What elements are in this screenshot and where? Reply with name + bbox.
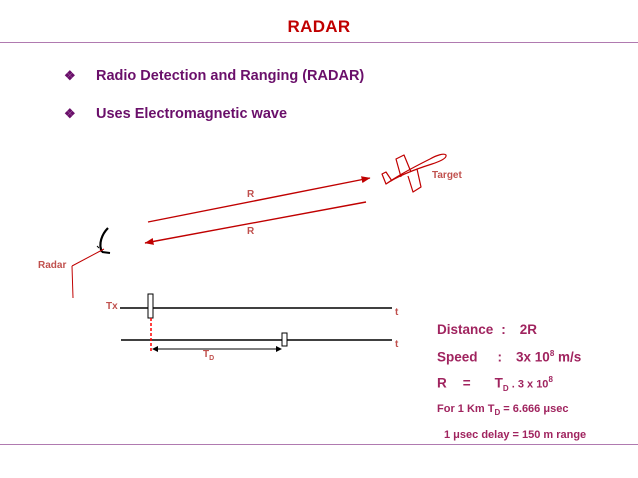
range-label-upper: R xyxy=(247,189,255,200)
radar-leader-line xyxy=(72,249,104,266)
delay-range-note: 1 μsec delay = 150 m range xyxy=(444,429,587,441)
distance-formula: Distance : 2R xyxy=(437,322,538,337)
transmitted-wave-arrow xyxy=(148,178,370,222)
delay-arrowhead xyxy=(152,346,158,352)
echo-pulse xyxy=(282,333,287,346)
tx-label: Tx xyxy=(106,301,118,312)
time-label: t xyxy=(395,339,399,350)
target-label: Target xyxy=(432,170,462,181)
time-label: t xyxy=(395,307,399,318)
radar-leader-line xyxy=(72,266,73,298)
slide-title: RADAR xyxy=(287,17,351,36)
bullet-text: Radio Detection and Ranging (RADAR) xyxy=(96,68,365,84)
one-km-delay-formula: For 1 Km $T_D = 6.666$ μsec xyxy=(437,403,569,418)
delay-arrowhead xyxy=(276,346,282,352)
bullet-diamond-icon: ❖ xyxy=(64,106,76,121)
delay-label: $T_D$ xyxy=(203,349,215,362)
speed-formula: Speed : 3x $10^8$ m/s xyxy=(437,349,582,365)
radar-label: Radar xyxy=(38,260,67,271)
range-formula: $R = T_D$ . 3 x $10^8$ xyxy=(437,375,553,394)
range-label-lower: R xyxy=(247,226,255,237)
bullet-text: Uses Electromagnetic wave xyxy=(96,106,288,122)
reflected-wave-arrow xyxy=(145,202,366,243)
tx-pulse xyxy=(148,294,153,318)
bullet-diamond-icon: ❖ xyxy=(64,68,76,83)
